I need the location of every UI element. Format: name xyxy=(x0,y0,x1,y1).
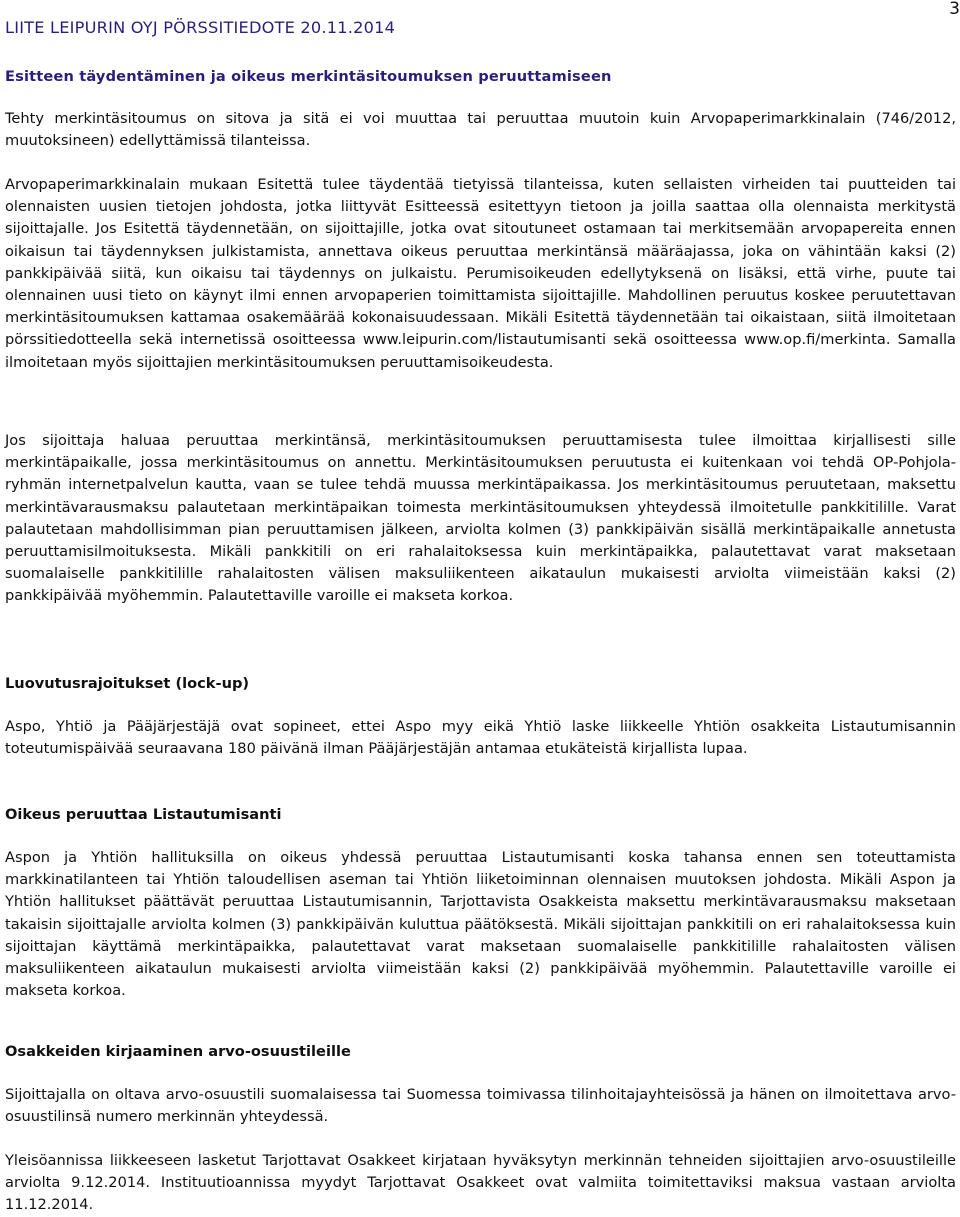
page-number: 3 xyxy=(949,0,960,19)
paragraph-withdrawal-procedure: Jos sijoittaja haluaa peruuttaa merkintänsä, merkintäsitoumuksen peruuttamisesta tulee ilmoittaa kirjallisesti sille merkintäpaikalle, jossa merkintäsitoumus on annettu. Merkintäsitoumuksen peruutusta ei kuitenkaan voi tehdä OP-Pohjola-ryhmän internetpalvelun kautta, vaan se tulee tehdä muussa merkintäpaikassa. Jos merkintäsitoumus peruutetaan, maksettu merkintävarausmaksu palautetaan merkintäpaikan toimesta merkintäsitoumuksen yhteydessä ilmoitetulle pankkitilille. Varat palautetaan mahdollisimman pian peruuttamisen jälkeen, arviolta kolmen (3) pankkipäivän sisällä merkintäpaikalle annetusta peruuttamisilmoituksesta. Mikäli pankkitili on eri rahalaitoksessa kuin merkintäpaikka, palautettavat varat maksetaan suomalaiselle pankkitilille rahalaitosten välisen maksuliikenteen aikataulun mukaisesti arviolta viimeistään kaksi (2) pankkipäivää myöhemmin. Palautettaville varoille ei makseta korkoa. xyxy=(5,432,956,605)
paragraph-book-entry-account: Sijoittajalla on oltava arvo-osuustili suomalaisessa tai Suomessa toimivassa tilinhoitajayhteisössä ja hänen on ilmoitettava arvo-osuustilinsä numero merkinnän yhteydessä. xyxy=(5,1086,956,1126)
section-heading-cancel-offering: Oikeus peruuttaa Listautumisanti xyxy=(5,806,282,823)
section-heading-lockup: Luovutusrajoitukset (lock-up) xyxy=(5,675,250,692)
section-heading-book-entry: Osakkeiden kirjaaminen arvo-osuustileille xyxy=(5,1043,351,1060)
paragraph-binding-subscription: Tehty merkintäsitoumus on sitova ja sitä ei voi muuttaa tai peruuttaa muutoin kuin Arvopaperimarkkinalain (746/2012, muutoksineen) edellyttämissä tilanteissa. xyxy=(5,110,956,150)
paragraph-lockup: Aspo, Yhtiö ja Pääjärjestäjä ovat sopineet, ettei Aspo myy eikä Yhtiö laske liikkeelle Yhtiön osakkeita Listautumisannin toteutumispäivää seuraavana 180 päivänä ilman Pääjärjestäjän antamaa etukäteistä kirjallista lupaa. xyxy=(5,718,956,758)
section-heading-supplement: Esitteen täydentäminen ja oikeus merkintäsitoumuksen peruuttamiseen xyxy=(5,68,612,85)
paragraph-cancel-offering: Aspon ja Yhtiön hallituksilla on oikeus yhdessä peruuttaa Listautumisanti koska tahansa ennen sen toteuttamista markkinatilanteen tai Yhtiön taloudellisen aseman tai Yhtiön liiketoiminnan olennaisen muutoksen johdosta. Mikäli Aspon ja Yhtiön hallitukset päättävät peruuttaa Listautumisannin, Tarjottavista Osakkeista maksettu merkintävarausmaksu maksetaan takaisin sijoittajalle arviolta kolmen (3) pankkipäivän kuluttua päätöksestä. Mikäli sijoittajan pankkitili on eri rahalaitoksessa kuin sijoittajan käyttämä merkintäpaikka, palautettavat varat maksetaan suomalaiselle pankkitilille rahalaitosten välisen maksuliikenteen aikataulun mukaisesti arviolta viimeistään kaksi (2) pankkipäivää myöhemmin. Palautettaville varoille ei makseta korkoa. xyxy=(5,849,956,1000)
paragraph-share-delivery: Yleisöannissa liikkeeseen lasketut Tarjottavat Osakkeet kirjataan hyväksytyn merkinnän tehneiden sijoittajien arvo-osuustileille arviolta 9.12.2014. Instituutioannissa myydyt Tarjottavat Osakkeet ovat valmiita toimitettaviksi maksua vastaan arviolta 11.12.2014. xyxy=(5,1152,956,1214)
document-header: LIITE LEIPURIN OYJ PÖRSSITIEDOTE 20.11.2014 xyxy=(5,18,396,37)
paragraph-supplement-rules: Arvopaperimarkkinalain mukaan Esitettä tulee täydentää tietyissä tilanteissa, kuten sellaisten virheiden tai puutteiden tai olennaisten uusien tietojen johdosta, jotka liittyvät Esitteessä esitettyyn tietoon ja joilla saattaa olla olennaista merkitystä sijoittajalle. Jos Esitettä täydennetään, on sijoittajille, jotka ovat sitoutuneet ostamaan tai merkitsemään arvopapereita ennen oikaisun tai täydennyksen julkistamista, annettava oikeus peruuttaa merkintänsä määräajassa, joka on vähintään kaksi (2) pankkipäivää siitä, kun oikaisu tai täydennys on julkaistu. Perumisoikeuden edellytyksenä on lisäksi, että virhe, puute tai olennainen uusi tieto on käynyt ilmi ennen arvopaperien toimittamista sijoittajille. Mahdollinen peruutus koskee peruutettavan merkintäsitoumuksen kattamaa osakemäärää kokonaisuudessaan. Mikäli Esitettä täydennetään tai oikaistaan, siitä ilmoitetaan pörssitiedotteella sekä internetissä osoitteessa www.leipurin.com/listautumisanti sekä osoitteessa www.op.fi/merkinta. Samalla ilmoitetaan myös sijoittajien merkintäsitoumuksen peruuttamisoikeudesta. xyxy=(5,176,956,371)
